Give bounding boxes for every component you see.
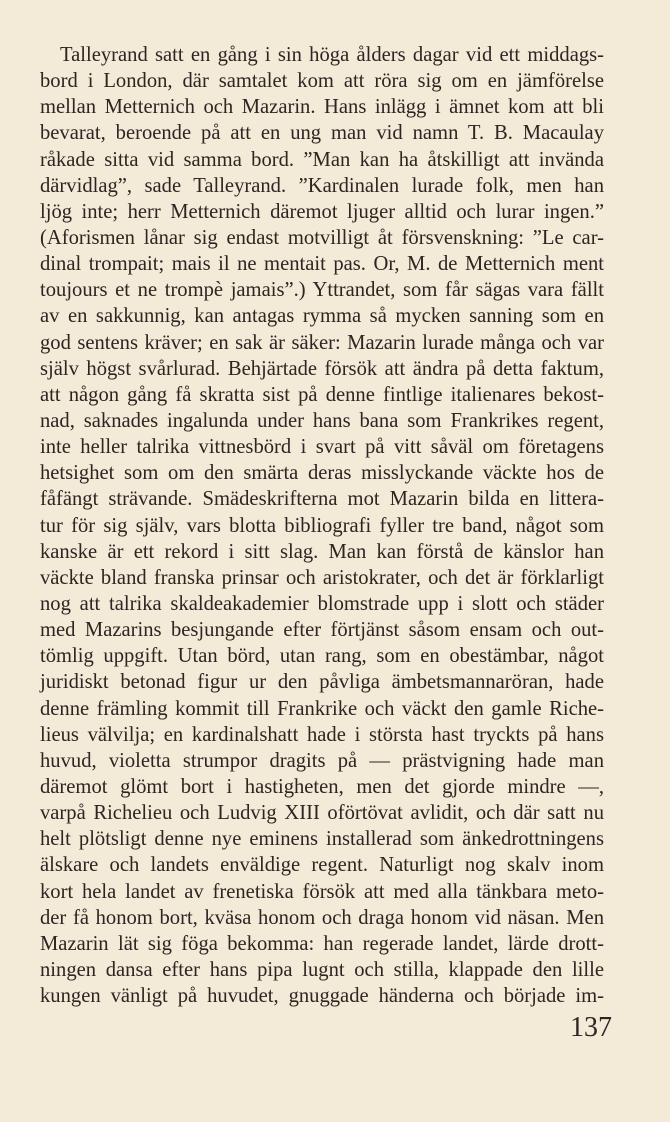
text-line: med Mazarins besjungande efter förtjänst såsom ensam och out-	[40, 619, 604, 642]
text-line: väckte bland franska prinsar och aristokrater, och det är förklarligt	[40, 566, 604, 589]
page-number: 137	[570, 1012, 612, 1043]
text-line: älskare och landets enväldige regent. Naturligt nog skalv inom	[40, 854, 604, 877]
text-line: ljög inte; herr Metternich däremot ljuger alltid och lurar ingen.”	[40, 200, 604, 223]
text-line: varpå Richelieu och Ludvig XIII oförtövat avlidit, och där satt nu	[40, 802, 604, 825]
text-line: råkade sitta vid samma bord. ”Man kan ha åtskilligt att invända	[40, 148, 604, 171]
text-line: tur för sig själv, vars blotta bibliografi fyller tre band, något som	[40, 514, 604, 537]
text-line: lieus välvilja; en kardinalshatt hade i största hast tryckts på hans	[40, 723, 604, 746]
text-line: mellan Metternich och Mazarin. Hans inlägg i ämnet kom att bli	[40, 96, 604, 119]
text-line: Mazarin lät sig föga bekomma: han regerade landet, lärde drott-	[40, 932, 604, 955]
text-line: juridiskt betonad figur ur den påvliga ämbetsmannaröran, hade	[40, 671, 604, 694]
text-line: helt plötsligt denne nye eminens installerad som änkedrottningens	[40, 828, 604, 851]
text-line: däremot glömt bort i hastigheten, men det gjorde mindre —,	[40, 775, 604, 798]
text-line: der få honom bort, kväsa honom och draga honom vid näsan. Men	[40, 906, 604, 929]
body-text	[40, 42, 604, 1009]
text-line: (Aforismen lånar sig endast motvilligt åt försvenskning: ”Le car-	[40, 226, 604, 249]
text-line: kort hela landet av frenetiska försök att med alla tänkbara meto-	[40, 880, 604, 903]
text-line: nad, saknades ingalunda under hans bana som Frankrikes regent,	[40, 409, 604, 432]
text-line: hetsighet som om den smärta deras misslyckande väckte hos de	[40, 462, 604, 485]
text-line: att någon gång få skratta sist på denne fintlige italienares bekost-	[40, 383, 604, 406]
text-line: bord i London, där samtalet kom att röra sig om en jämförelse	[40, 70, 604, 93]
text-line: fåfängt strävande. Smädeskrifterna mot Mazarin bilda en littera-	[40, 488, 604, 511]
text-line: toujours et ne trompè jamais”.) Yttrandet, som får sägas vara fällt	[40, 279, 604, 302]
text-line: Talleyrand satt en gång i sin höga ålders dagar vid ett middags-	[60, 44, 604, 66]
text-line: ningen dansa efter hans pipa lugnt och stilla, klappade den lille	[40, 958, 604, 981]
text-line: denne främling kommit till Frankrike och väckt den gamle Riche-	[40, 697, 604, 720]
text-line: nog att talrika skaldeakademier blomstrade upp i slott och städer	[40, 592, 604, 615]
text-line: själv högst svårlurad. Behjärtade försök att ändra på detta faktum,	[40, 357, 604, 380]
text-line: bevarat, beroende på att en ung man vid namn T. B. Macaulay	[40, 122, 604, 145]
text-line: tömlig uppgift. Utan börd, utan rang, som en obestämbar, något	[40, 645, 604, 668]
text-line: kanske är ett rekord i sitt slag. Man kan förstå de känslor han	[40, 540, 604, 563]
text-line: därvidlag”, sade Talleyrand. ”Kardinalen lurade folk, men han	[40, 174, 604, 197]
text-line: huvud, violetta strumpor dragits på — prästvigning hade man	[40, 749, 604, 772]
text-line: kungen vänligt på huvudet, gnuggade händerna och började im-	[40, 985, 604, 1008]
text-line: dinal trompait; mais il ne mentait pas. Or, M. de Metternich ment	[40, 253, 604, 276]
text-line: inte heller talrika vittnesbörd i svart på vitt såväl om företagens	[40, 436, 604, 459]
text-line: god sentens kräver; en sak är säker: Mazarin lurade många och var	[40, 331, 604, 354]
text-line: av en sakkunnig, kan antagas rymma så mycken sanning som en	[40, 305, 604, 328]
